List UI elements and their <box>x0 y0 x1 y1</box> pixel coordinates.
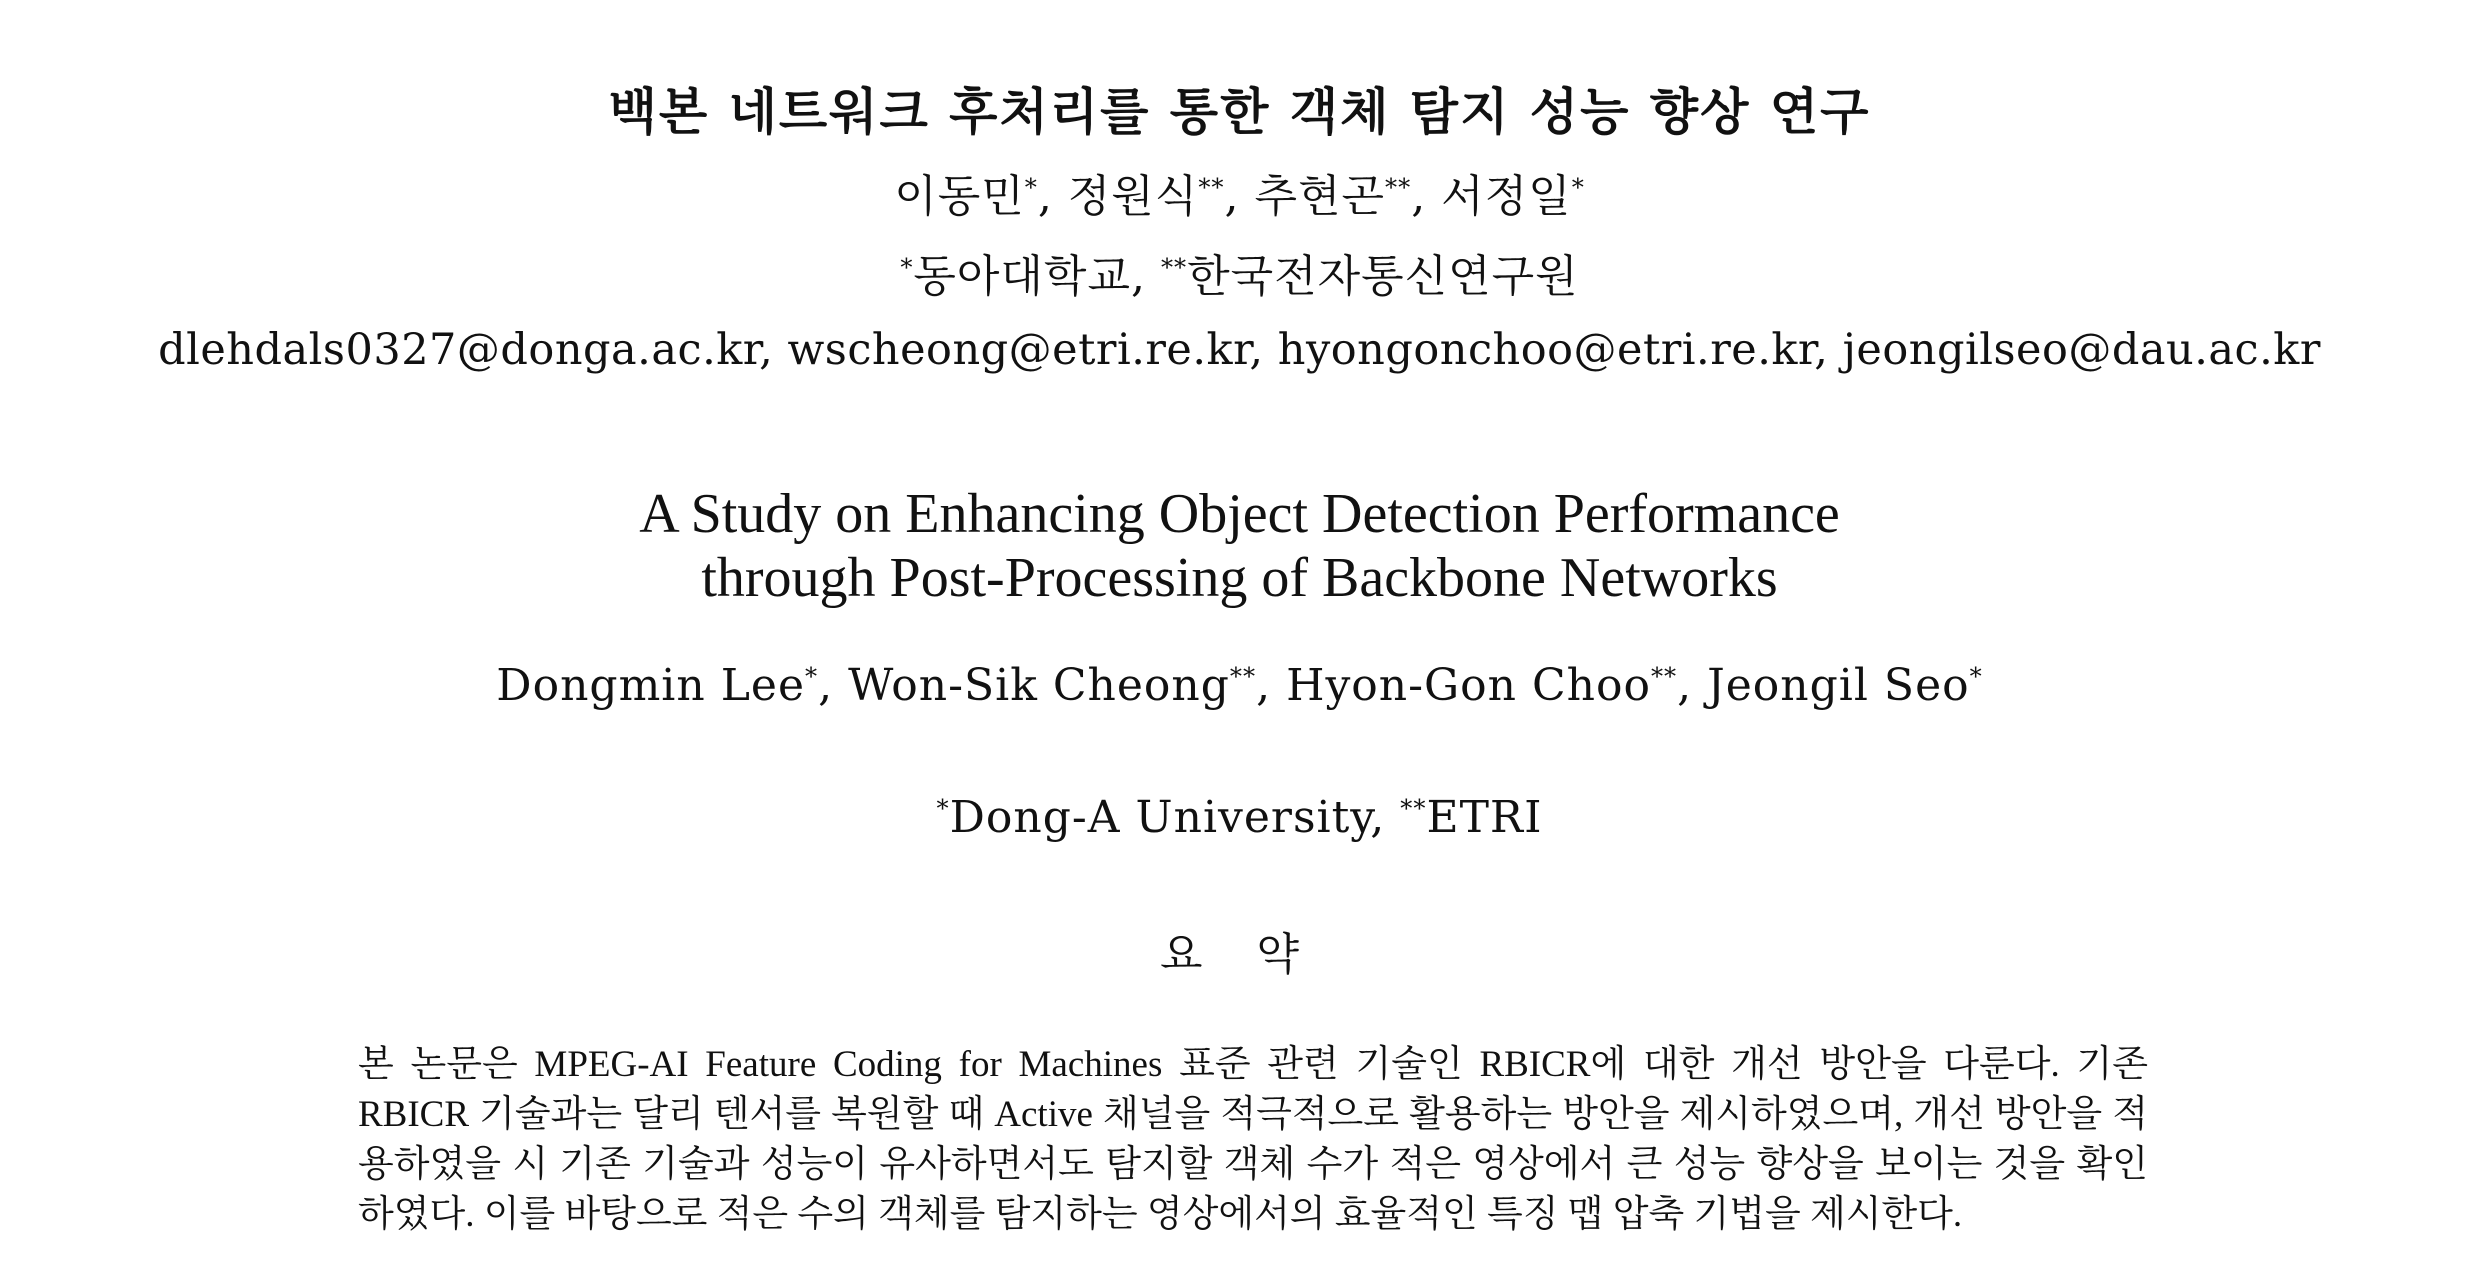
author-mark: ** <box>1650 662 1678 691</box>
english-title-line: A Study on Enhancing Object Detection Performance <box>639 483 1840 545</box>
author-emails: dlehdals0327@donga.ac.kr, wscheong@etri.re.kr, hyongonchoo@etri.re.kr, jeongilseo@dau.ac.kr <box>158 325 2321 375</box>
affiliation-name: ETRI <box>1426 792 1543 843</box>
author-name: Hyon-Gon Choo <box>1286 660 1651 711</box>
author-name: 추현곤 <box>1254 171 1385 222</box>
author-mark: ** <box>1385 173 1412 202</box>
english-affiliations: *Dong-A University, **ETRI <box>936 792 1543 843</box>
korean-title: 백본 네트워크 후처리를 통한 객체 탐지 성능 향상 연구 <box>608 82 1871 141</box>
author-name: 서정일 <box>1441 171 1572 222</box>
affiliation-name: Dong-A University <box>949 792 1371 843</box>
author-mark: * <box>1571 173 1585 202</box>
author-mark: * <box>804 662 819 691</box>
author-name: Won-Sik Cheong <box>848 660 1230 711</box>
author-name: 정원식 <box>1067 171 1199 222</box>
author-mark: * <box>1024 173 1038 202</box>
affiliation-name: 한국전자통신연구원 <box>1187 251 1579 302</box>
korean-author-list: 이동민*, 정원식**, 추현곤**, 서정일* <box>894 171 1585 222</box>
author-mark: * <box>1969 662 1983 691</box>
affiliation-name: 동아대학교 <box>913 251 1131 302</box>
author-name: Dongmin Lee <box>496 660 805 711</box>
author-mark: ** <box>1198 173 1225 202</box>
abstract-heading: 요 약 <box>1160 929 1319 980</box>
korean-affiliations: *동아대학교, **한국전자통신연구원 <box>900 251 1579 302</box>
author-name: Jeongil Seo <box>1707 660 1970 711</box>
author-mark: ** <box>1229 662 1257 691</box>
abstract-body: 본 논문은 MPEG-AI Feature Coding for Machines 표준 관련 기술인 RBICR에 대한 개선 방안을 다룬다. 기존 RBICR 기술과는 달리 텐서를 복원할 때 Active 채널을 적극적으로 활용하는 방안을 제시하였으며, 개선 방안을 적용하였을 시 기존 기술과 성능이 유사하면서도 탐지할 객체 수가 적은 영상에서 큰 성능 향상을 보이는 것을 확인하였다. 이를 바탕으로 적은 수의 객체를 탐지하는 영상에서의 효율적인 특징 맵 압축 기법을 제시한다. <box>358 1044 2148 1235</box>
english-title <box>0 482 2479 610</box>
english-author-list: Dongmin Lee*, Won-Sik Cheong**, Hyon-Gon Choo**, Jeongil Seo* <box>496 660 1983 711</box>
english-title-line: through Post-Processing of Backbone Networks <box>701 547 1778 609</box>
affiliation-mark: ** <box>1400 794 1427 823</box>
affiliation-mark: * <box>900 253 914 282</box>
author-name: 이동민 <box>894 171 1025 222</box>
affiliation-mark: * <box>936 794 950 823</box>
affiliation-mark: ** <box>1160 253 1188 282</box>
